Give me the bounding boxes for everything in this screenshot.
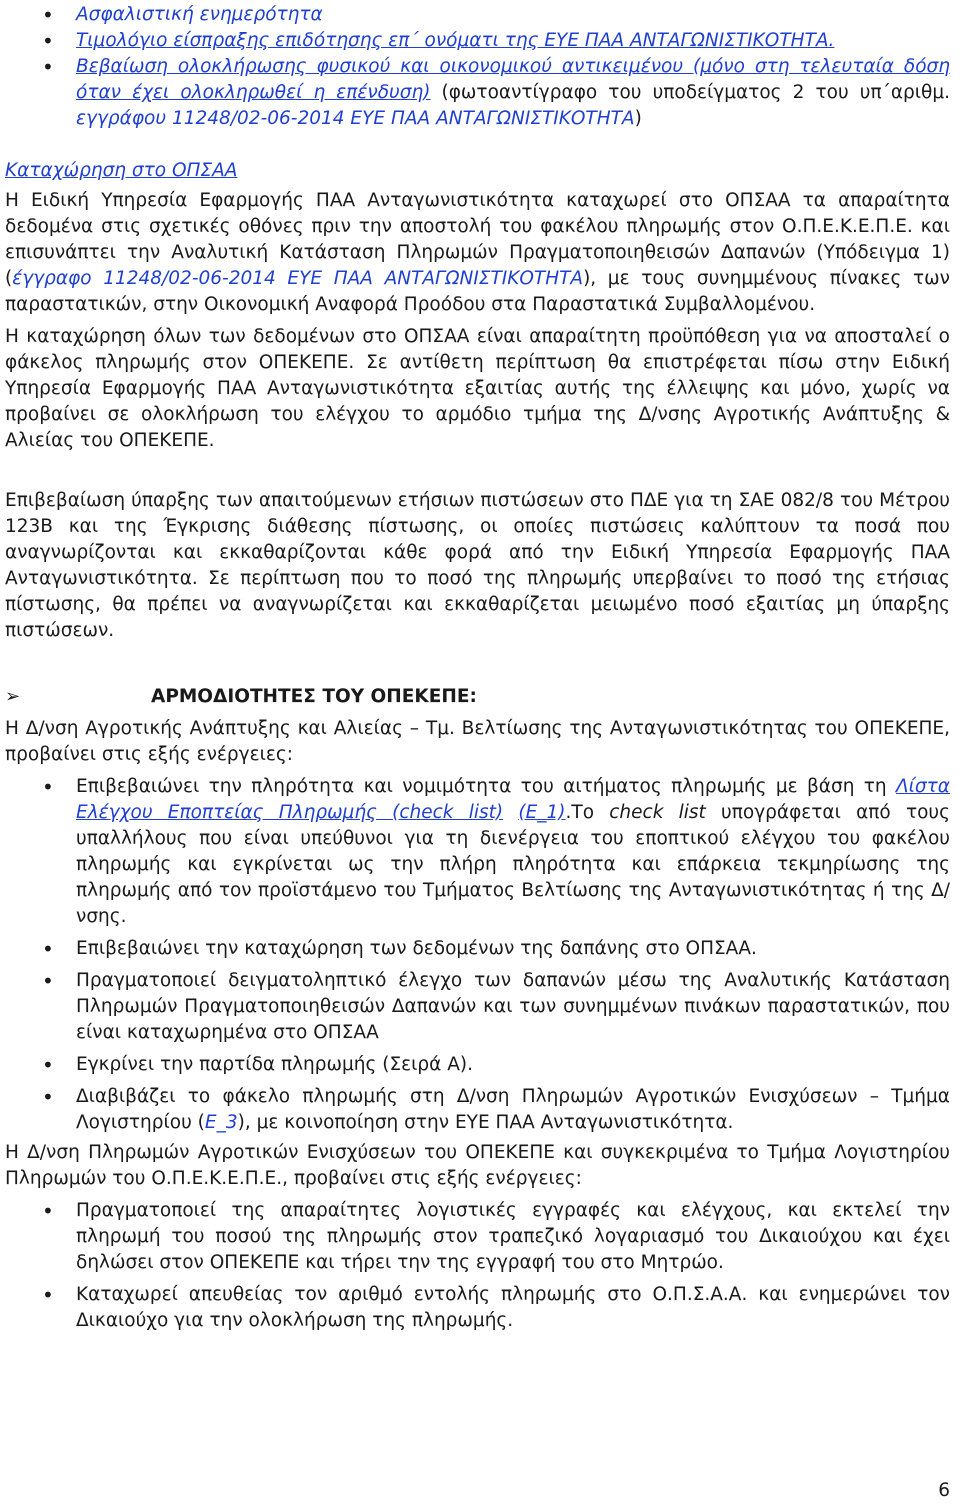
list-item: • Τιμολόγιο είσπραξης επιδότησης επ΄ ονόματι της ΕΥΕ ΠΑΑ ΑΝΤΑΓΩΝΙΣΤΙΚΟΤΗΤΑ.	[5, 28, 950, 54]
section-heading: Καταχώρηση στο ΟΠΣΑΑ	[5, 160, 238, 181]
list-item: • Βεβαίωση ολοκλήρωσης φυσικού και οικονομικού αντικειμένου (μόνο στη τελευταία δόση όταν έχει ολοκληρωθεί η επένδυση) (φωτοαντίγραφο του υποδείγματος 2 του υπ΄αριθμ. εγγράφου 11248/02-06-2014 ΕΥΕ ΠΑΑ ΑΝΤΑΓΩΝΙΣΤΙΚΟΤΗΤΑ)	[5, 54, 950, 132]
paragraph: Η Δ/νση Πληρωμών Αγροτικών Ενισχύσεων του ΟΠΕΚΕΠΕ και συγκεκριμένα το Τμήμα Λογιστηρίου Πληρωμών του Ο.Π.Ε.Κ.Ε.Π.Ε., προβαίνει στις εξής ενέργειες:	[5, 1142, 950, 1189]
attachments-list	[5, 2, 950, 132]
section-heading-row	[5, 684, 950, 710]
document-ref-link[interactable]: (Ε_1)	[518, 802, 566, 823]
page-number: 6	[938, 1480, 950, 1501]
list-item: • Ασφαλιστική ενημερότητα	[5, 2, 950, 28]
accounting-actions-list	[5, 1198, 950, 1334]
paragraph: Η καταχώρηση όλων των δεδομένων στο ΟΠΣΑΑ είναι απαραίτητη προϋπόθεση για να αποσταλεί ο φάκελος πληρωμής στον ΟΠΕΚΕΠΕ. Σε αντίθετη περίπτωση θα επιστρέφεται πίσω στην Ειδική Υπηρεσία Εφαρμογής ΠΑΑ Ανταγωνιστικότητα εξαιτίας αυτής της έλλειψης και μόνο, χωρίς να προβαίνει σε ολοκλήρωση του ελέγχου το αρμόδιο τμήμα της Δ/νσης Αγροτικής Ανάπτυξης & Αλιείας του ΟΠΕΚΕΠΕ.	[5, 326, 950, 451]
paragraph: Η Δ/νση Αγροτικής Ανάπτυξης και Αλιείας – Τμ. Βελτίωσης της Ανταγωνιστικότητας του ΟΠΕΚΕΠΕ, προβαίνει στις εξής ενέργειες:	[5, 718, 950, 765]
opekepe-actions-list	[5, 774, 950, 1136]
list-item: • Επιβεβαιώνει την πληρότητα και νομιμότητα του αιτήματος πληρωμής με βάση τη Λίστα Ελέγχου Εποπτείας Πληρωμής (check list) (Ε_1).Το check list υπογράφεται από τους υπαλλήλους που είναι υπεύθυνοι για τη διενέργεια του εποπτικού ελέγχου του φακέλου πληρωμής και εγκρίνεται ως την πλήρη πληρότητα και επάρκεια τεκμηρίωσης της πληρωμής από τον προϊστάμενο του Τμήματος Βελτίωσης της Ανταγωνιστικότητας ή της Δ/νσης.	[5, 774, 950, 930]
list-item: • Διαβιβάζει το φάκελο πληρωμής στη Δ/νση Πληρωμών Αγροτικών Ενισχύσεων – Τμήμα Λογιστηρίου (Ε_3), με κοινοποίηση στην ΕΥΕ ΠΑΑ Ανταγωνιστικότητα.	[5, 1084, 950, 1136]
paragraph: Επιβεβαίωση ύπαρξης των απαιτούμενων ετήσιων πιστώσεων στο ΠΔΕ για τη ΣΑΕ 082/8 του Μέτρου 123Β και της Έγκρισης διάθεσης πίστωσης, οι οποίες πιστώσεις καλύπτουν τα ποσά που αναγνωρίζονται και εκκαθαρίζονται κάθε φορά από την Ειδική Υπηρεσία Εφαρμογής ΠΑΑ Ανταγωνιστικότητα. Σε περίπτωση που το ποσό της πληρωμής υπερβαίνει το ποσό της ετήσιας πίστωσης, θα πρέπει να αναγνωρίζεται και εκκαθαρίζεται μειωμένο ποσό εξαιτίας μη ύπαρξης πιστώσεων.	[5, 490, 950, 641]
list-item: • Πραγματοποιεί της απαραίτητες λογιστικές εγγραφές και ελέγχους, και εκτελεί την πληρωμή του ποσού της πληρωμής στον τραπεζικό λογαριασμό του Δικαιούχου και έχει δηλώσει στον ΟΠΕΚΕΠΕ και τήρει την της εγγραφή του στο Μητρώο.	[5, 1198, 950, 1276]
arrow-bullet-icon: ➢	[5, 686, 21, 707]
list-item: • Εγκρίνει την παρτίδα πληρωμής (Σειρά Α).	[5, 1052, 950, 1078]
section-heading: ΑΡΜΟΔΙΟΤΗΤΕΣ ΤΟΥ ΟΠΕΚΕΠΕ:	[151, 686, 477, 707]
checklist-link[interactable]: Λίστα Ελέγχου Εποπτείας Πληρωμής (check list)	[76, 776, 950, 823]
list-item: • Καταχωρεί απευθείας τον αριθμό εντολής πληρωμής στο Ο.Π.Σ.Α.Α. και ενημερώνει τον Δικαιούχο για την ολοκλήρωση της πληρωμής.	[5, 1282, 950, 1334]
paragraph: Η Ειδική Υπηρεσία Εφαρμογής ΠΑΑ Ανταγωνιστικότητα καταχωρεί στο ΟΠΣΑΑ τα απαραίτητα δεδομένα στις σχετικές οθόνες πριν την αποστολή του φακέλου πληρωμής στον Ο.Π.Ε.Κ.Ε.Π.Ε. και επισυνάπτει την Αναλυτική Κατάσταση Πληρωμών Πραγματοποιηθεισών Δαπανών (Υπόδειγμα 1) (έγγραφο 11248/02-06-2014 ΕΥΕ ΠΑΑ ΑΝΤΑΓΩΝΙΣΤΙΚΟΤΗΤΑ), με τους συνημμένους πίνακες των παραστατικών, στην Οικονομική Αναφορά Προόδου στα Παραστατικά Συμβαλλομένου.	[5, 190, 950, 315]
list-item: • Επιβεβαιώνει την καταχώρηση των δεδομένων της δαπάνης στο ΟΠΣΑΑ.	[5, 936, 950, 962]
list-item: • Πραγματοποιεί δειγματοληπτικό έλεγχο των δαπανών μέσω της Αναλυτικής Κατάσταση Πληρωμών Πραγματοποιηθεισών Δαπανών και των συνημμένων πινάκων παραστατικών, που είναι καταχωρημένα στο ΟΠΣΑΑ	[5, 968, 950, 1046]
